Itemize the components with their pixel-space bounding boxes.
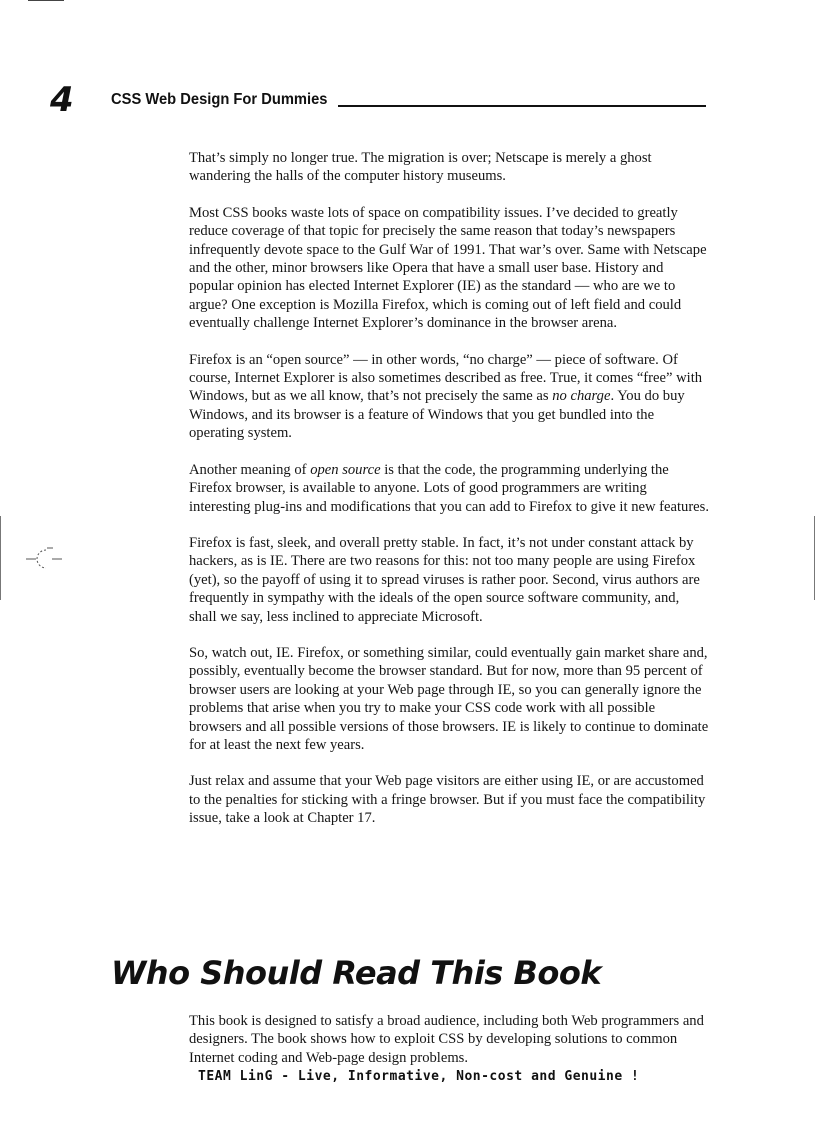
body-text [189, 149, 709, 846]
running-head-rule [338, 105, 706, 107]
paragraph: Just relax and assume that your Web page visitors are either using IE, or are accustomed to the penalties for sticking with a fringe browser. But if you must face the compatibility issue, take a look at Chapter 17. [189, 773, 706, 827]
running-head [111, 90, 706, 110]
crop-mark-right [814, 516, 815, 600]
paragraph: Firefox is fast, sleek, and overall pretty stable. In fact, it’s not under constant attack by hackers, as is IE. There are two reasons for this: not too many people are using Firefox (yet), so the payoff of using it to spread viruses is rather poor. Second, virus authors are frequently in sympathy with the ideals of the open source software community, and, shall we say, less inclined to appreciate Microsoft. [189, 534, 700, 625]
page-number: 4 [50, 80, 74, 120]
running-head-title: CSS Web Design For Dummies [111, 91, 328, 108]
paragraph: This book is designed to satisfy a broad audience, including both Web programmers and designers. The book shows how to exploit CSS by developing solutions to common Internet coding and Web-page design problems. [189, 1013, 704, 1066]
footer-watermark: TEAM LinG - Live, Informative, Non-cost and Genuine ! [198, 1069, 640, 1084]
paragraph: Most CSS books waste lots of space on compatibility issues. I’ve decided to greatly reduce coverage of that topic for precisely the same reason that today’s newspapers infrequently devote space to the Gulf War of 1991. That war’s over. Same with Netscape and the other, minor browsers like Opera that have a small user base. History and popular opinion has elected Internet Explorer (IE) as the standard — who are we to argue? One exception is Mozilla Firefox, which is coming out of left field and could eventually challenge Internet Explorer’s dominance in the browser arena. [189, 204, 707, 332]
paragraph: So, watch out, IE. Firefox, or something similar, could eventually gain market share and, possibly, eventually become the browser standard. But for now, more than 95 percent of browser users are looking at your Web page through IE, so you can generally ignore the problems that arise when you try to make your CSS code work with all possible browsers and all possible versions of those browsers. IE is likely to continue to dominate for at least the next few years. [189, 644, 709, 753]
paragraph: Another meaning of open source is that the code, the programming underlying the Firefox browser, is available to anyone. Lots of good programmers are writing interesting plug-ins and modifications that you can add to Firefox to give it new features. [189, 461, 709, 515]
crop-mark-left [0, 516, 1, 600]
emphasis: no charge [552, 388, 611, 405]
emphasis: open source [310, 461, 381, 478]
crop-mark-top [28, 0, 64, 2]
paragraph: That’s simply no longer true. The migration is over; Netscape is merely a ghost wandering the halls of the computer history museums. [189, 150, 652, 185]
paragraph: Firefox is an “open source” — in other words, “no charge” — piece of software. Of course, Internet Explorer is also sometimes described as free. True, it comes “free” with Windows, but as we all know, that’s not precisely the same as no charge. You do buy Windows, and its browser is a feature of Windows that you get bundled into the operating system. [189, 351, 703, 442]
registration-mark-icon [26, 547, 66, 571]
section-heading: Who Should Read This Book [111, 954, 602, 992]
